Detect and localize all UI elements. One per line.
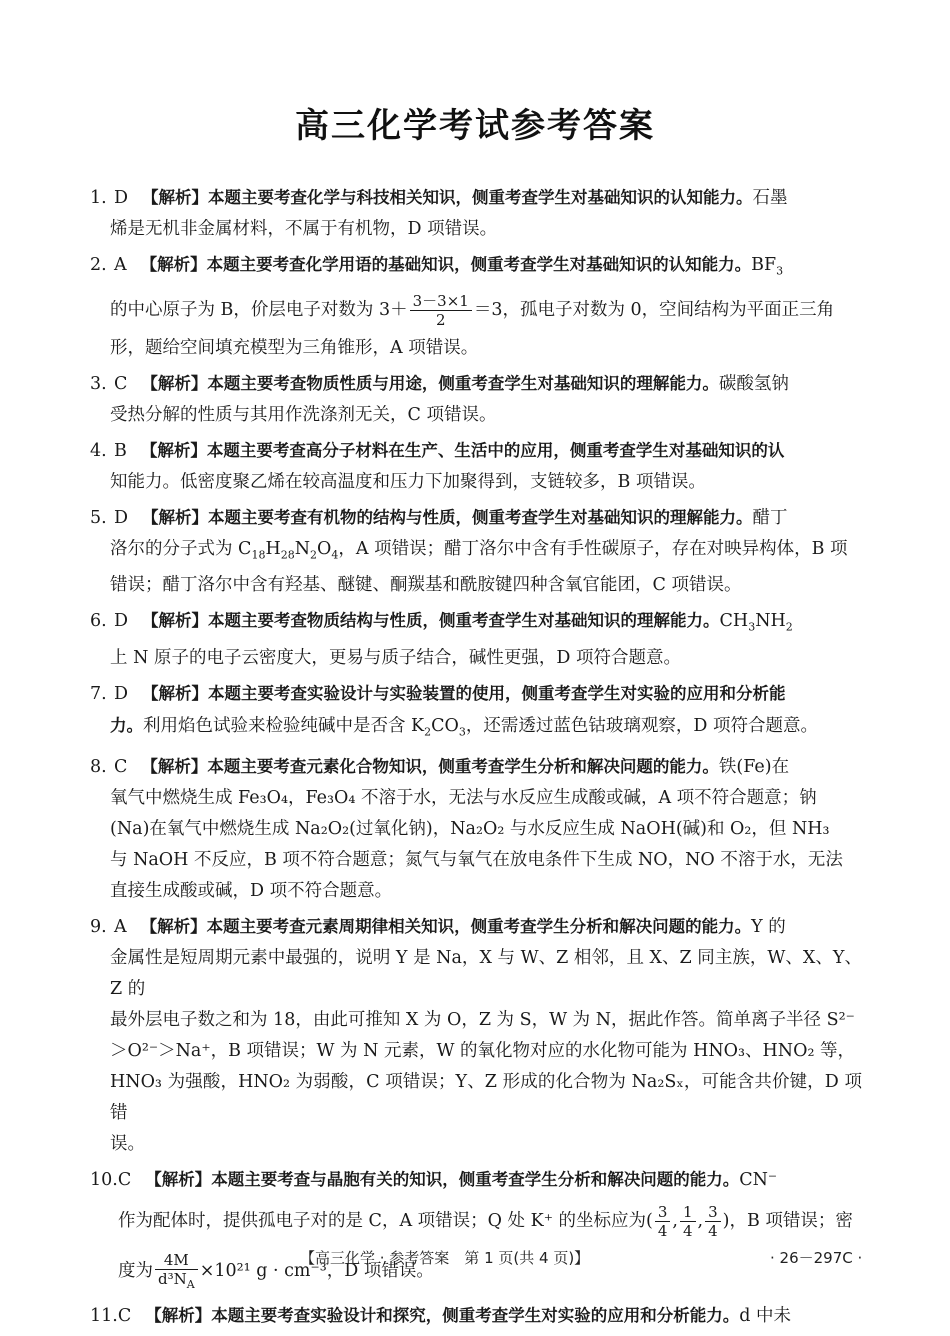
answer-item: 3. C 【解析】本题主要考查物质性质与用途，侧重考查学生对基础知识的理解能力。碳酸氢钠 受热分解的性质与其用作洗涤剂无关，C 项错误。 (90, 373, 789, 425)
page-title: 高三化学考试参考答案 (295, 106, 655, 146)
fraction: $\frac{1}{4}$ (680, 1203, 696, 1240)
fraction: $\frac{4M}{d^3N_A}$ (155, 1251, 198, 1291)
answer-item: 9. A 【解析】本题主要考查元素周期律相关知识，侧重考查学生分析和解决问题的能力。Y 的 金属性是短周期元素中最强的，说明 Y 是 Na，X 与 W、Z 相邻，且 X、Z 同主族，W、X、Y、Z 的 最外层电子数之和为 18，由此可推知 X 为 O，Z 为 S，W 为 N，据此作答。简单离子半径 S²⁻ ＞O²⁻＞Na⁺，B 项错误；W 为 N 元素，W 的氧化物对应的水化物可能为 HNO₃、HNO₂ 等， HNO₃ 为强酸，HNO₂ 为弱酸，C 项错误；Y、Z 形成的化合物为 Na₂Sₓ，可能含共价键，D 项错 误。 (90, 917, 862, 1154)
answer-list (90, 182, 862, 1336)
answer-item: 8. C 【解析】本题主要考查元素化合物知识，侧重考查学生分析和解决问题的能力。铁(Fe)在 氧气中燃烧生成 Fe₃O₄，Fe₃O₄ 不溶于水，无法与水反应生成酸或碱，A 项不符合题意；钠 (Na)在氧气中燃烧生成 Na₂O₂(过氧化钠)，Na₂O₂ 与水反应生成 NaOH(碱)和 O₂，但 NH₃ 与 NaOH 不反应，B 项不符合题意；氮气与氧气在放电条件下生成 NO，NO 不溶于水，无法 直接生成酸或碱，D 项不符合题意。 (90, 757, 843, 901)
page-footer: 【高三化学 · 参考答案 第 1 页(共 4 页)】 (300, 1249, 590, 1267)
fraction: $\frac{3}{4}$ (655, 1203, 671, 1240)
answer-item: 1. D 【解析】本题主要考查化学与科技相关知识，侧重考查学生对基础知识的认知能力。石墨 烯是无机非金属材料，不属于有机物，D 项错误。 (90, 188, 788, 239)
fraction: $\frac{3-3\times 1}{2}$ (410, 292, 472, 329)
answer-item: 4. B 【解析】本题主要考查高分子材料在生产、生活中的应用，侧重考查学生对基础知识的认 知能力。低密度聚乙烯在较高温度和压力下加聚得到，支链较多，B 项错误。 (90, 440, 785, 492)
fraction: $\frac{3}{4}$ (705, 1203, 721, 1240)
answer-item: 10.C 【解析】本题主要考查与晶胞有关的知识，侧重考查学生分析和解决问题的能力。CN⁻ 作为配体时，提供孤电子对的是 C，A 项错误；Q 处 K⁺ 的坐标应为( $\frac{3}{4}$ , $\frac{1}{4}$ , $\frac{3}{4}$ )，B 项错误；密 度为 $\frac{4M}{d^3N_A}$ ×10²¹ g · cm⁻³，D 项错误。 (90, 1170, 853, 1292)
answer-item: 11.C 【解析】本题主要考查实验设计和探究，侧重考查学生对实验的应用和分析能力。d 中未 (90, 1306, 791, 1326)
document-code: · 26－297C · (770, 1249, 863, 1267)
answer-item: 6. D 【解析】本题主要考查物质结构与性质，侧重考查学生对基础知识的理解能力。$CH_3NH_2$ 上 N 原子的电子云密度大，更易与质子结合，碱性更强，D 项符合题意。 (90, 611, 793, 668)
answer-item: 7. D 【解析】本题主要考查实验设计与实验装置的使用，侧重考查学生对实验的应用和分析能 力。利用焰色试验来检验纯碱中是否含 $K_2CO_3$，还需透过蓝色钴玻璃观察，D 项符合题意。 (90, 683, 818, 738)
answer-item: 2. A 【解析】本题主要考查化学用语的基础知识，侧重考查学生对基础知识的认知能力。$BF_3$ 的中心原子为 B，价层电子对数为 3＋ $\frac{3-3\times 1}{2}$ ＝3，孤电子对数为 0，空间结构为平面正三角 形，题给空间填充模型为三角锥形，A 项错误。 (90, 255, 835, 358)
answer-item: 5. D 【解析】本题主要考查有机物的结构与性质，侧重考查学生对基础知识的理解能力。醋丁 洛尔的分子式为 $C_{18}H_{28}N_2O_4$，A 项错误；醋丁洛尔中含有手性碳原子，存在对映异构体，B 项 错误；醋丁洛尔中含有羟基、醚键、酮羰基和酰胺键四种含氧官能团，C 项错误。 (90, 507, 848, 595)
